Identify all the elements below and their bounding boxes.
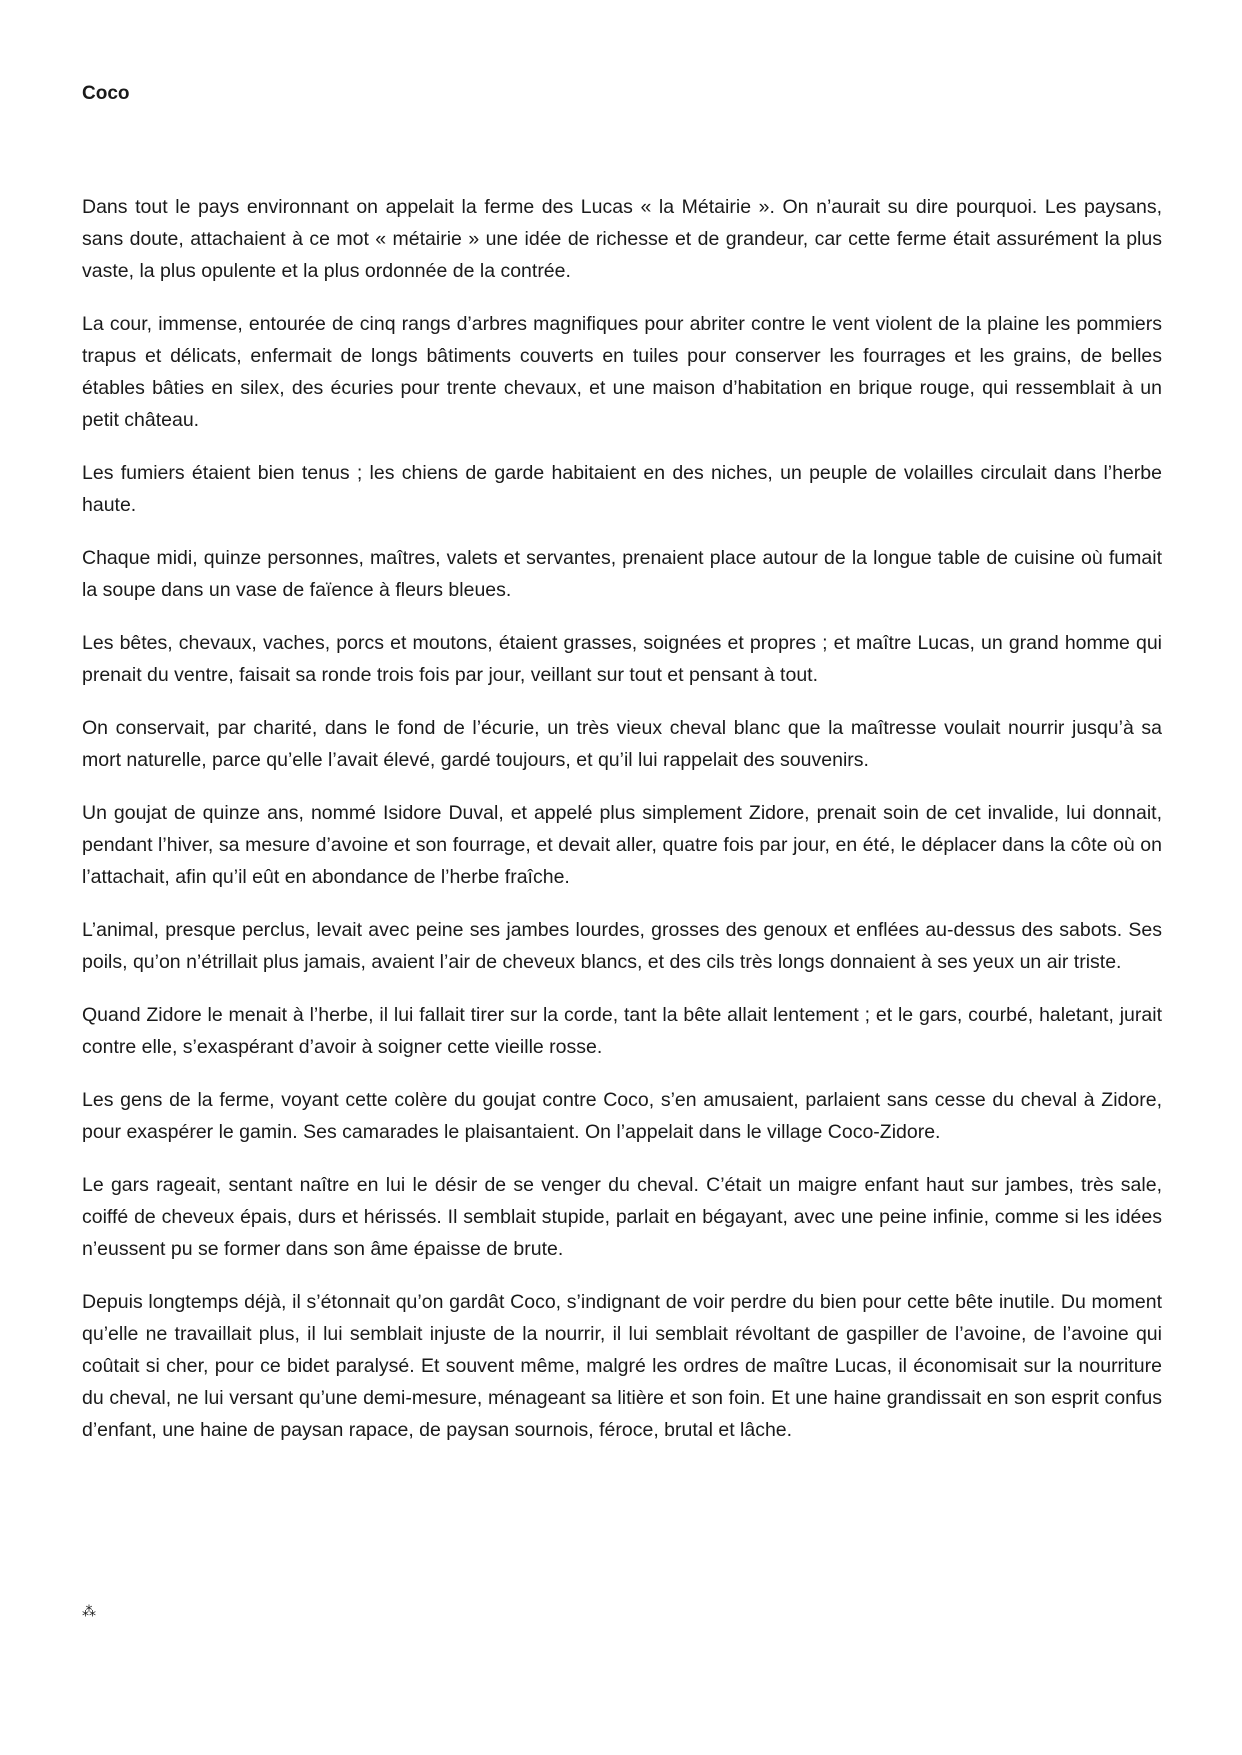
document-body — [82, 191, 1162, 1446]
paragraph-4: Chaque midi, quinze personnes, maîtres, valets et servantes, prenaient place autour de la longue table de cuisine où fumait la soupe dans un vase de faïence à fleurs bleues. — [82, 547, 1162, 601]
paragraph-7: Un goujat de quinze ans, nommé Isidore Duval, et appelé plus simplement Zidore, prenait soin de cet invalide, lui donnait, pendant l’hiver, sa mesure d’avoine et son fourrage, et devait aller, quatre fois par jour, en été, le déplacer dans la côte où on l’attachait, afin qu’il eût en abondance de l’herbe fraîche. — [82, 802, 1162, 888]
paragraph-11: Le gars rageait, sentant naître en lui le désir de se venger du cheval. C’était un maigre enfant haut sur jambes, très sale, coiffé de cheveux épais, durs et hérissés. Il semblait stupide, parlait en bégayant, avec une peine infinie, comme si les idées n’eussent pu se former dans son âme épaisse de brute. — [82, 1174, 1162, 1260]
paragraph-5: Les bêtes, chevaux, vaches, porcs et moutons, étaient grasses, soignées et propres ; et maître Lucas, un grand homme qui prenait du ventre, faisait sa ronde trois fois par jour, veillant sur tout et pensant à tout. — [82, 632, 1162, 686]
paragraph-1: Dans tout le pays environnant on appelait la ferme des Lucas « la Métairie ». On n’aurait su dire pourquoi. Les paysans, sans doute, attachaient à ce mot « métairie » une idée de richesse et de grandeur, car cette ferme était assurément la plus vaste, la plus opulente et la plus ordonnée de la contrée. — [82, 196, 1162, 282]
paragraph-6: On conservait, par charité, dans le fond de l’écurie, un très vieux cheval blanc que la maîtresse voulait nourrir jusqu’à sa mort naturelle, parce qu’elle l’avait élevé, gardé toujours, et qu’il lui rappelait des souvenirs. — [82, 717, 1162, 771]
paragraph-8: L’animal, presque perclus, levait avec peine ses jambes lourdes, grosses des genoux et enflées au-dessus des sabots. Ses poils, qu’on n’étrillait plus jamais, avaient l’air de cheveux blancs, et des cils très longs donnaient à ses yeux un air triste. — [82, 919, 1162, 973]
paragraph-12: Depuis longtemps déjà, il s’étonnait qu’on gardât Coco, s’indignant de voir perdre du bien pour cette bête inutile. Du moment qu’elle ne travaillait plus, il lui semblait injuste de la nourrir, il lui semblait révoltant de gaspiller de l’avoine, de l’avoine qui coûtait si cher, pour ce bidet paralysé. Et souvent même, malgré les ordres de maître Lucas, il économisait sur la nourriture du cheval, ne lui versant qu’une demi-mesure, ménageant sa litière et son foin. Et une haine grandissait en son esprit confus d’enfant, une haine de paysan rapace, de paysan sournois, féroce, brutal et lâche. — [82, 1291, 1162, 1441]
document-page — [82, 82, 1162, 1467]
asterism-separator: ⁂ — [82, 1603, 95, 1619]
document-title: Coco — [82, 83, 130, 104]
paragraph-10: Les gens de la ferme, voyant cette colère du goujat contre Coco, s’en amusaient, parlaient sans cesse du cheval à Zidore, pour exaspérer le gamin. Ses camarades le plaisantaient. On l’appelait dans le village Coco-Zidore. — [82, 1089, 1162, 1143]
paragraph-2: La cour, immense, entourée de cinq rangs d’arbres magnifiques pour abriter contre le vent violent de la plaine les pommiers trapus et délicats, enfermait de longs bâtiments couverts en tuiles pour conserver les fourrages et les grains, de belles étables bâties en silex, des écuries pour trente chevaux, et une maison d’habitation en brique rouge, qui ressemblait à un petit château. — [82, 313, 1162, 431]
paragraph-3: Les fumiers étaient bien tenus ; les chiens de garde habitaient en des niches, un peuple de volailles circulait dans l’herbe haute. — [82, 462, 1162, 516]
paragraph-9: Quand Zidore le menait à l’herbe, il lui fallait tirer sur la corde, tant la bête allait lentement ; et le gars, courbé, haletant, jurait contre elle, s’exaspérant d’avoir à soigner cette vieille rosse. — [82, 1004, 1162, 1058]
